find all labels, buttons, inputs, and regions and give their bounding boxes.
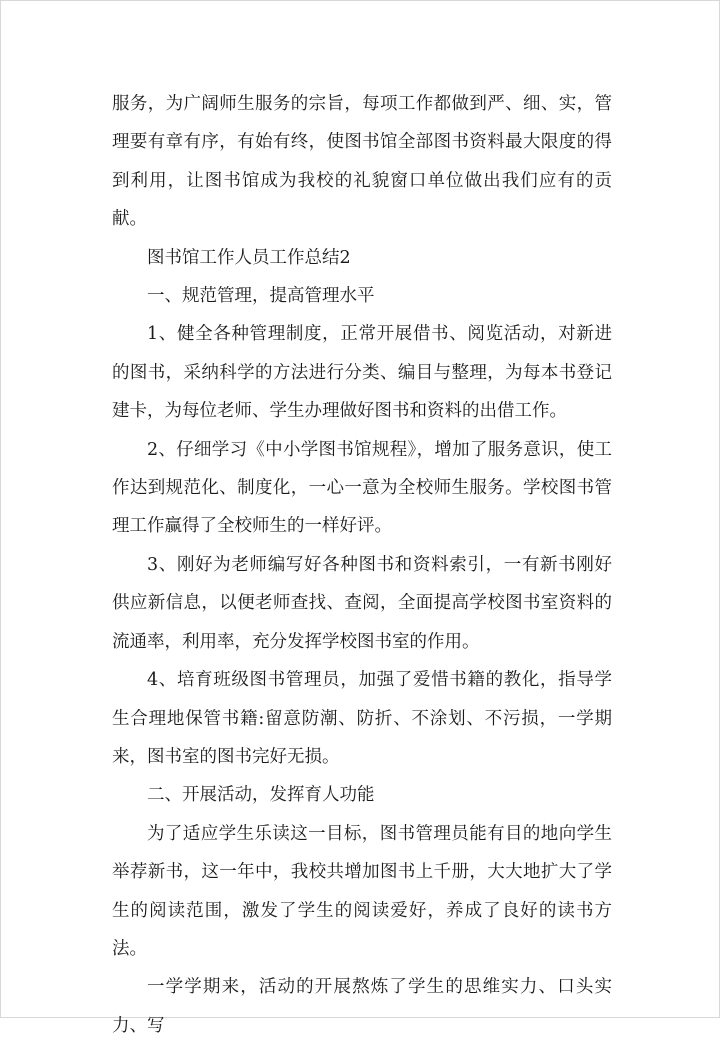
paragraph-item-3: 3、刚好为老师编写好各种图书和资料索引，一有新书刚好供应新信息，以便老师查找、查阅，全面提高学校图书室资料的流通率，利用率，充分发挥学校图书室的作用。 bbox=[112, 554, 612, 652]
paragraph-activities: 为了适应学生乐读这一目标，图书管理员能有目的地向学生举荐新书，这一年中，我校共增加图书上千册，大大地扩大了学生的阅读范围，激发了学生的阅读爱好，养成了良好的读书方法。 bbox=[112, 823, 612, 959]
section-heading-2: 二、开展活动，发挥育人功能 bbox=[147, 785, 375, 806]
paragraph-item-1: 1、健全各种管理制度，正常开展借书、阅览活动，对新进的图书，采纳科学的方法进行分类、编目与整理，为每本书登记建卡，为每位老师、学生办理做好图书和资料的出借工作。 bbox=[112, 324, 612, 422]
document-body bbox=[112, 85, 612, 1045]
paragraph-continuation: 服务，为广阔师生服务的宗旨，每项工作都做到严、细、实，管理要有章有序，有始有终，使图书馆全部图书资料最大限度的得到利用，让图书馆成为我校的礼貌窗口单位做出我们应有的贡献。 bbox=[112, 94, 612, 230]
paragraph-semester: 一学学期来，活动的开展熬炼了学生的思维实力、口头实力、写 bbox=[112, 977, 612, 1036]
paragraph-item-4: 4、培育班级图书管理员，加强了爱惜书籍的教化，指导学生合理地保管书籍:留意防潮、防折、不涂划、不污损，一学期来，图书室的图书完好无损。 bbox=[112, 670, 612, 767]
section-heading-1: 一、规范管理，提高管理水平 bbox=[147, 286, 375, 307]
paragraph-item-2: 2、仔细学习《中小学图书馆规程》，增加了服务意识，使工作达到规范化、制度化，一心一意为全校师生服务。学校图书管理工作赢得了全校师生的一样好评。 bbox=[112, 439, 612, 537]
section-title: 图书馆工作人员工作总结2 bbox=[147, 247, 351, 268]
